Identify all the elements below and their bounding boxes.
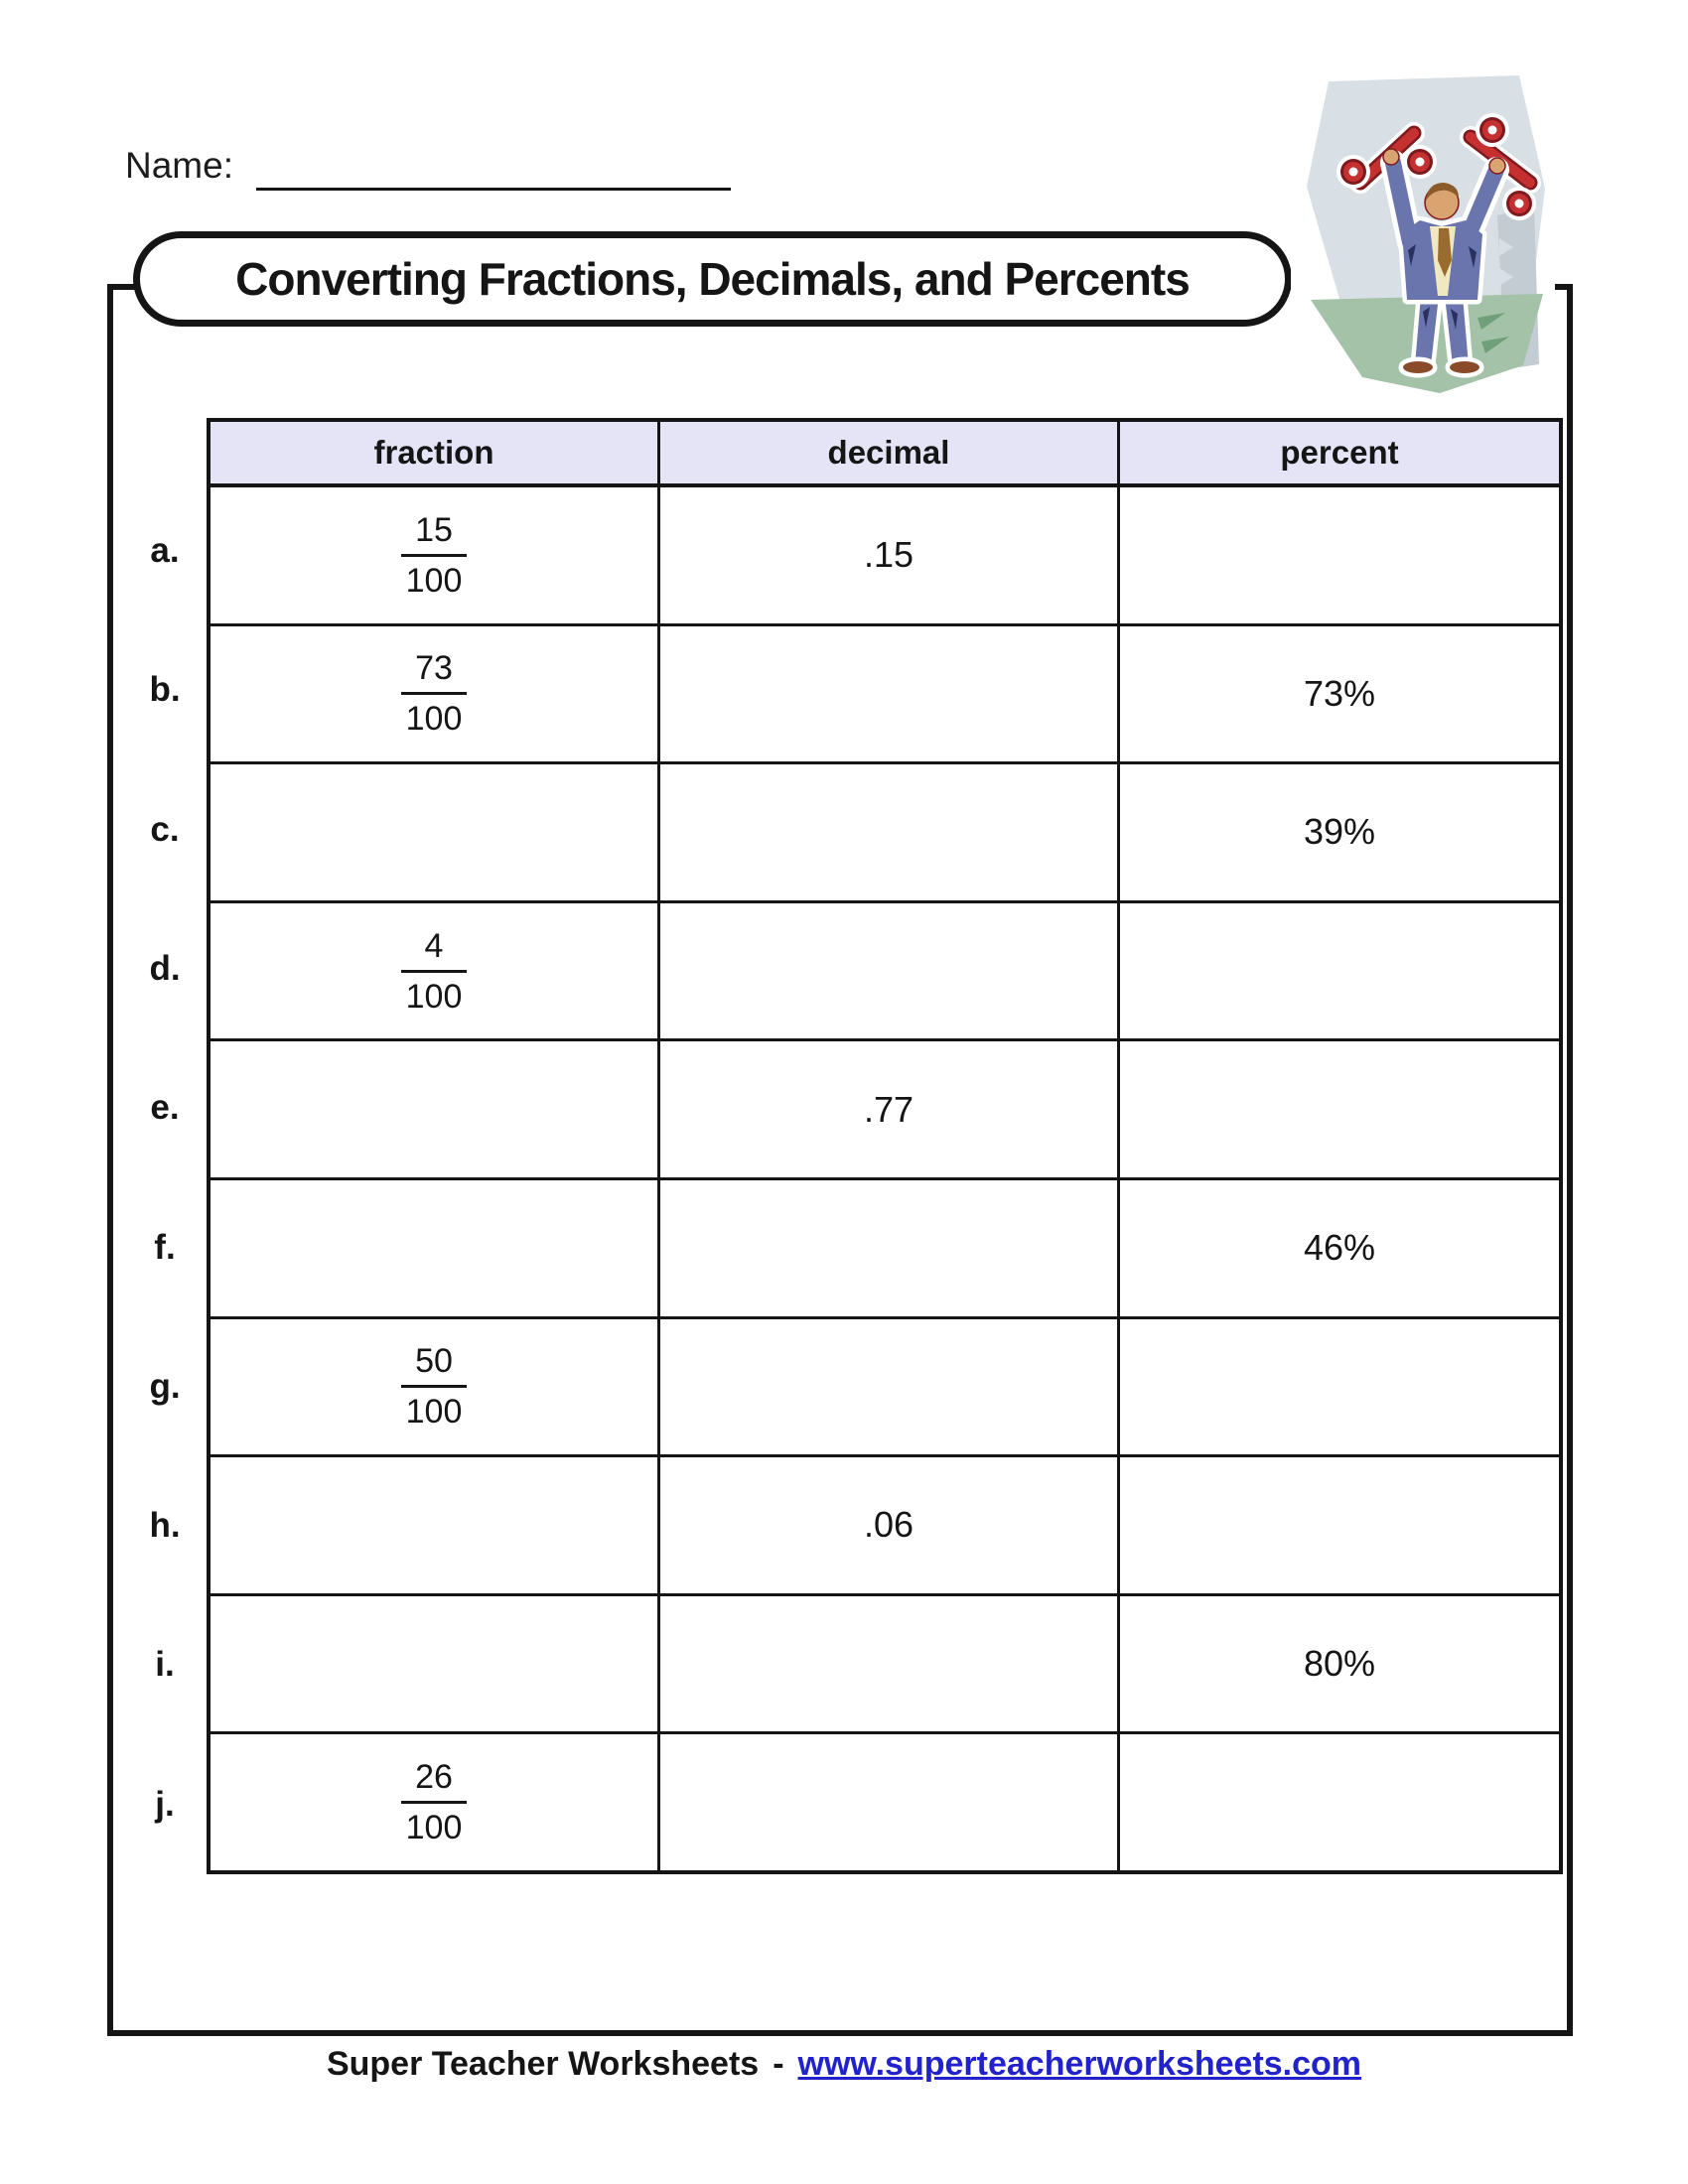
fraction-value [401,1341,467,1432]
name-label: Name: [125,145,233,186]
row-letter: f. [154,1228,176,1267]
decimal-cell [657,1457,1117,1593]
fraction-cell [211,764,657,900]
fraction-numerator: 50 [415,1342,453,1381]
table-row [211,761,1559,900]
percent-cell [1117,1041,1559,1177]
percent-cell [1117,1180,1559,1316]
fraction-cell [211,1734,657,1870]
fraction-bar [401,1385,467,1388]
row-letter: b. [149,670,181,709]
row-letter: c. [150,810,180,849]
fraction-denominator: 100 [405,977,463,1016]
decimal-cell [657,1180,1117,1316]
decimal-cell [657,626,1117,762]
table-row [211,487,1559,623]
header-decimal: decimal [657,422,1117,483]
header-fraction: fraction [373,434,494,471]
table-row [211,1038,1559,1177]
fraction-bar [401,970,467,973]
row-letter: a. [150,531,180,570]
table-row [211,1316,1559,1455]
fraction-cell [211,487,657,623]
fraction-cell [211,1180,657,1316]
row-letter: e. [150,1088,180,1127]
fraction-numerator: 15 [415,510,453,549]
fraction-numerator: 73 [415,649,453,688]
fraction-cell [211,1041,657,1177]
footer [327,2045,1361,2084]
fraction-numerator: 26 [415,1758,453,1797]
percent-cell [1117,626,1559,762]
row-letter: d. [149,949,181,988]
percent-cell [1117,1457,1559,1593]
fraction-bar [401,692,467,695]
percent-cell [1117,903,1559,1039]
fraction-cell [211,903,657,1039]
fraction-denominator: 100 [405,561,463,600]
table-row [211,623,1559,762]
decimal-cell [657,1319,1117,1455]
table-row [211,1177,1559,1316]
percent-value: 46% [1303,1227,1376,1269]
decimal-cell [657,487,1117,623]
fraction-bar [401,554,467,557]
decimal-value: .15 [863,534,914,576]
percent-cell [1117,1319,1559,1455]
row-letter: i. [155,1645,175,1684]
decimal-cell [657,1734,1117,1870]
fraction-denominator: 100 [405,700,463,739]
row-letter: h. [149,1506,181,1545]
footer-link[interactable]: www.superteacherworksheets.com [797,2045,1362,2083]
header-percent: percent [1117,422,1559,483]
fraction-value [401,1757,467,1847]
percent-cell [1117,1734,1559,1870]
decimal-cell [657,903,1117,1039]
clipart-container [1291,71,1555,399]
fraction-denominator: 100 [405,1393,463,1432]
percent-cell [1117,764,1559,900]
row-letter: g. [149,1367,181,1406]
percent-cell [1117,487,1559,623]
table-row [211,1731,1559,1870]
fraction-cell [211,1319,657,1455]
fraction-denominator: 100 [405,1809,463,1847]
table-header-row [211,422,1559,487]
man-juggling-percent-signs-icon [1291,71,1555,399]
percent-value: 80% [1303,1643,1376,1685]
fraction-value [401,926,467,1017]
percent-cell [1117,1596,1559,1732]
footer-separator: - [773,2045,784,2083]
fraction-cell [211,626,657,762]
title-box [133,231,1292,327]
decimal-value: .77 [863,1088,914,1130]
decimal-value: .06 [863,1504,914,1546]
page-title: Converting Fractions, Decimals, and Percents [235,253,1190,305]
decimal-cell [657,764,1117,900]
table-row [211,900,1559,1039]
fraction-value [401,648,467,739]
decimal-cell [657,1041,1117,1177]
table-row [211,1454,1559,1593]
fraction-numerator: 4 [424,926,444,965]
fraction-cell [211,1457,657,1593]
conversion-table [207,418,1563,1874]
fraction-cell [211,1596,657,1732]
row-letter: j. [155,1785,175,1824]
table-row [211,1593,1559,1732]
footer-brand: Super Teacher Worksheets [326,2045,760,2083]
decimal-cell [657,1596,1117,1732]
percent-value: 73% [1303,672,1376,714]
fraction-value [401,510,467,601]
name-blank-line [256,188,731,191]
fraction-bar [401,1801,467,1804]
percent-value: 39% [1303,811,1376,853]
